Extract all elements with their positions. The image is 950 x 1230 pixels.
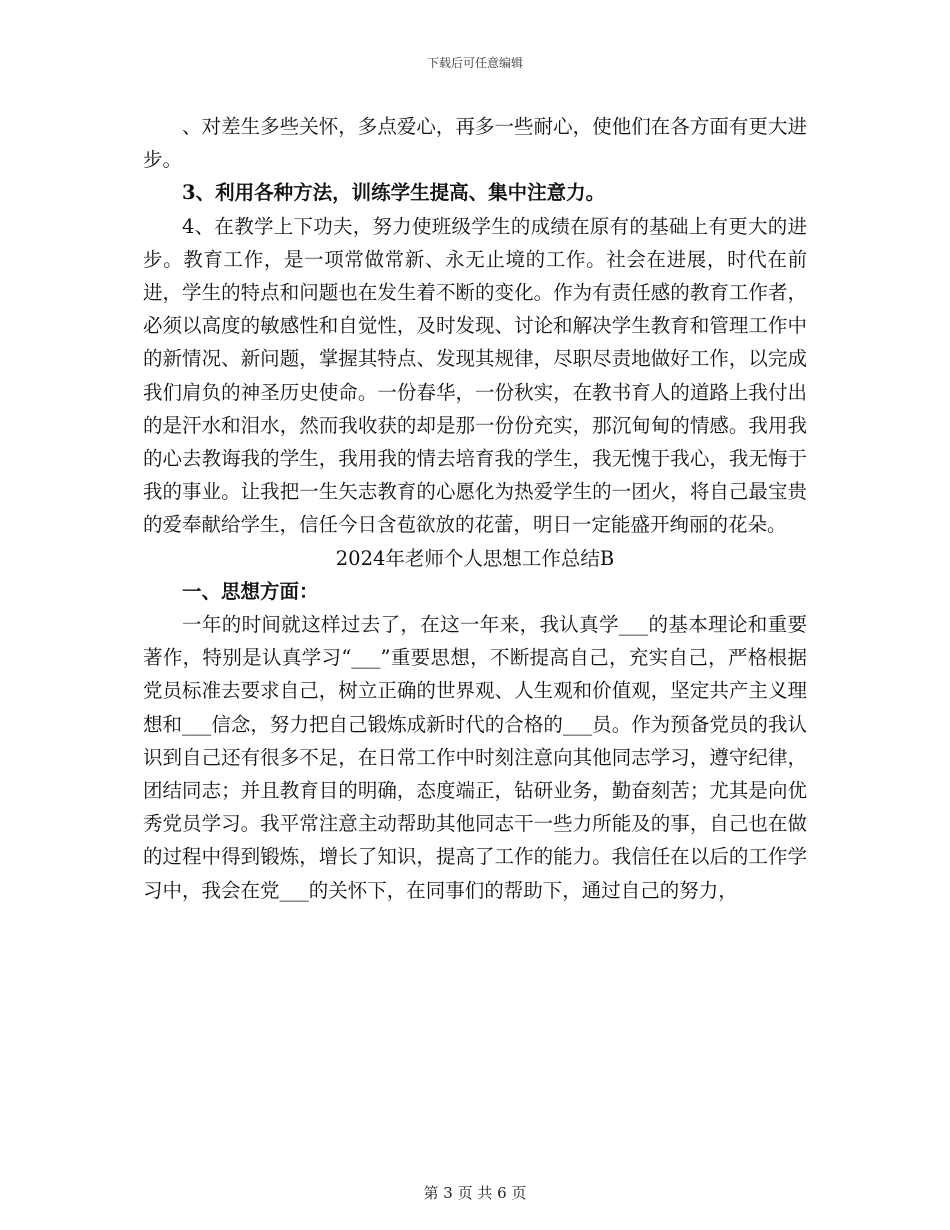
paragraph-attention-training: 3、利用各种方法，训练学生提高、集中注意力。 (182, 181, 606, 205)
paragraph-ideology: 一年的时间就这样过去了，在这一年来，我认真学___的基本理论和重要著作，特别是认真学习“___”重要思想，不断提高自己，充实自己，严格根据党员标准去要求自己，树立正确的世界观、人生观和价值观，坚定共产主义理想和___信念，努力把自己锻炼成新时代的合格的___员。作为预备党员的我认识到自己还有很多不足，在日常工作中时刻注意向其他同志学习，遵守纪律，团结同志；并且教育目的明确，态度端正，钻研业务，勤奋刻苦；尤其是向优秀党员学习。我平常注意主动帮助其他同志干一些力所能及的事，自己也在做的过程中得到锻炼，增长了知识，提高了工作的能力。我信任在以后的工作学习中，我会在党___的关怀下，在同事们的帮助下，通过自己的努力， (143, 613, 807, 902)
page-footer: 第 3 页 共 6 页 (423, 1184, 527, 1202)
subsection-heading: 一、思想方面： (182, 579, 319, 603)
paragraph-teaching-effort: 4、在教学上下功夫，努力使班级学生的成绩在原有的基础上有更大的进步。教育工作，是一项常做常新、永无止境的工作。社会在进展，时代在前进，学生的特点和问题也在发生着不断的变化。作为有责任感的教育工作者，必须以高度的敏感性和自觉性，及时发现、讨论和解决学生教育和管理工作中的新情况、新问题，掌握其特点、发现其规律，尽职尽责地做好工作，以完成我们肩负的神圣历史使命。一份春华，一份秋实，在教书育人的道路上我付出的是汗水和泪水，然而我收获的却是那一份份充实，那沉甸甸的情感。我用我的心去教诲我的学生，我用我的情去培育我的学生，我无愧于我心，我无悔于我的事业。让我把一生矢志教育的心愿化为热爱学生的一团火，将自己最宝贵的爱奉献给学生，信任今日含苞欲放的花蕾，明日一定能盛开绚丽的花朵。 (143, 214, 807, 537)
section-title: 2024年老师个人思想工作总结B (335, 546, 615, 570)
document-body (143, 110, 807, 907)
page-header: 下载后可任意编辑 (426, 56, 523, 70)
paragraph-care-for-students: 、对差生多些关怀，多点爱心，再多一些耐心，使他们在各方面有更大进步。 (143, 115, 807, 172)
